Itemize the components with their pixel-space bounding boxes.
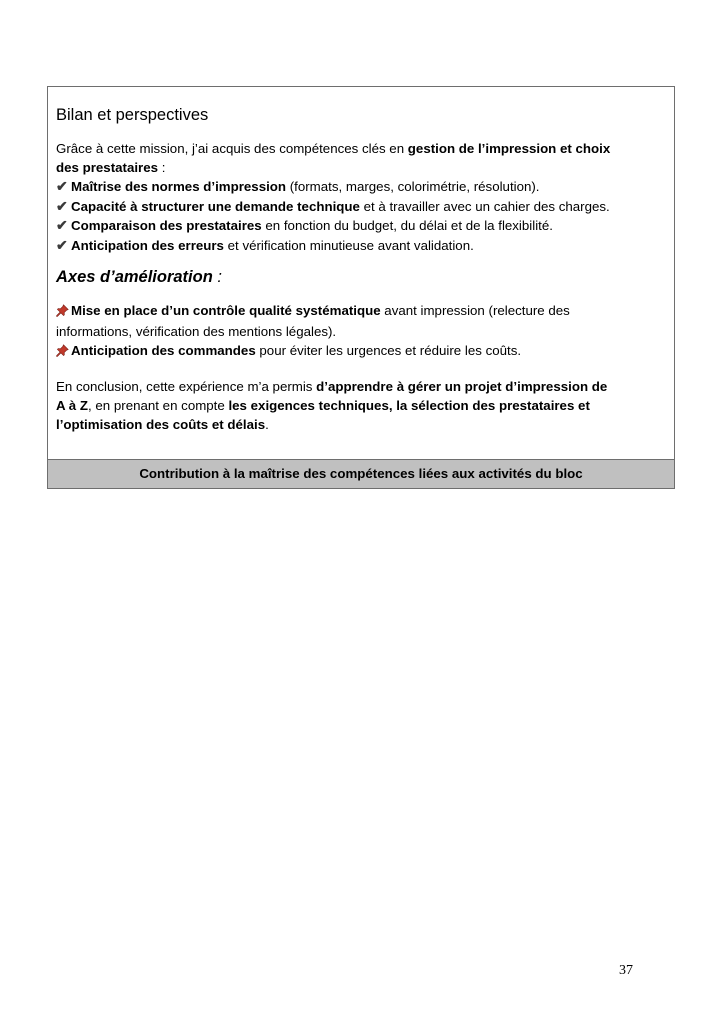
improvement-bold: Mise en place d’un contrôle qualité systématique <box>71 303 381 318</box>
skill-text: (formats, marges, colorimétrie, résolution). <box>286 179 540 194</box>
skill-item <box>56 177 610 197</box>
page-number: 37 <box>619 963 633 978</box>
skill-item <box>56 236 610 256</box>
improvement-text-cont: informations, vérification des mentions légales). <box>56 324 337 339</box>
skill-item <box>56 216 610 236</box>
skill-text: et à travailler avec un cahier des charges. <box>359 198 610 214</box>
skill-item <box>56 197 610 217</box>
conclusion-text-3: . <box>265 417 269 432</box>
conclusion-bold-1: d’apprendre à gérer un projet d’impression de <box>316 379 608 394</box>
intro-text-2: : <box>158 160 166 175</box>
improvement-title-suffix: : <box>212 268 222 286</box>
conclusion-paragraph <box>56 377 607 434</box>
conclusion-bold-2: les exigences techniques, la sélection des prestataires et <box>228 398 590 413</box>
skill-bold: Maîtrise des normes d’impression <box>71 179 287 194</box>
section-title: Bilan et perspectives <box>56 106 209 124</box>
skills-list <box>56 177 610 255</box>
skill-bold: Comparaison des prestataires <box>71 218 262 234</box>
improvement-title <box>56 267 222 287</box>
check-icon: ✔ <box>56 217 68 234</box>
intro-bold-2: des prestataires <box>56 160 158 175</box>
improvement-item <box>56 301 570 341</box>
check-icon: ✔ <box>56 197 68 214</box>
improvement-item <box>56 341 570 362</box>
intro-text-1: Grâce à cette mission, j’ai acquis des compétences clés en <box>56 141 408 156</box>
skill-text: et vérification minutieuse avant validation. <box>223 237 474 253</box>
improvement-text: pour éviter les urgences et réduire les coûts. <box>255 343 522 358</box>
improvement-list <box>56 301 570 362</box>
intro-bold-1: gestion de l’impression et choix <box>407 141 611 156</box>
conclusion-bold-1-cont: A à Z <box>56 398 89 413</box>
intro-paragraph <box>56 139 610 177</box>
check-icon: ✔ <box>56 236 68 253</box>
improvement-title-text: Axes d’amélioration <box>56 268 213 286</box>
skill-text: en fonction du budget, du délai et de la flexibilité. <box>261 218 553 234</box>
pushpin-icon <box>56 303 71 322</box>
conclusion-text-2: , en prenant en compte <box>88 398 229 413</box>
improvement-bold: Anticipation des commandes <box>71 343 256 358</box>
skill-bold: Anticipation des erreurs <box>71 237 224 253</box>
report-section-box <box>47 86 675 489</box>
improvement-text: avant impression (relecture des <box>380 303 570 318</box>
conclusion-text-1: En conclusion, cette expérience m’a permis <box>56 379 317 394</box>
competency-contribution-bar: Contribution à la maîtrise des compétences liées aux activités du bloc <box>48 459 674 488</box>
conclusion-bold-2-cont: l’optimisation des coûts et délais <box>56 417 266 432</box>
check-icon: ✔ <box>56 178 68 194</box>
skill-bold: Capacité à structurer une demande technique <box>71 198 360 214</box>
pushpin-icon <box>56 343 71 362</box>
